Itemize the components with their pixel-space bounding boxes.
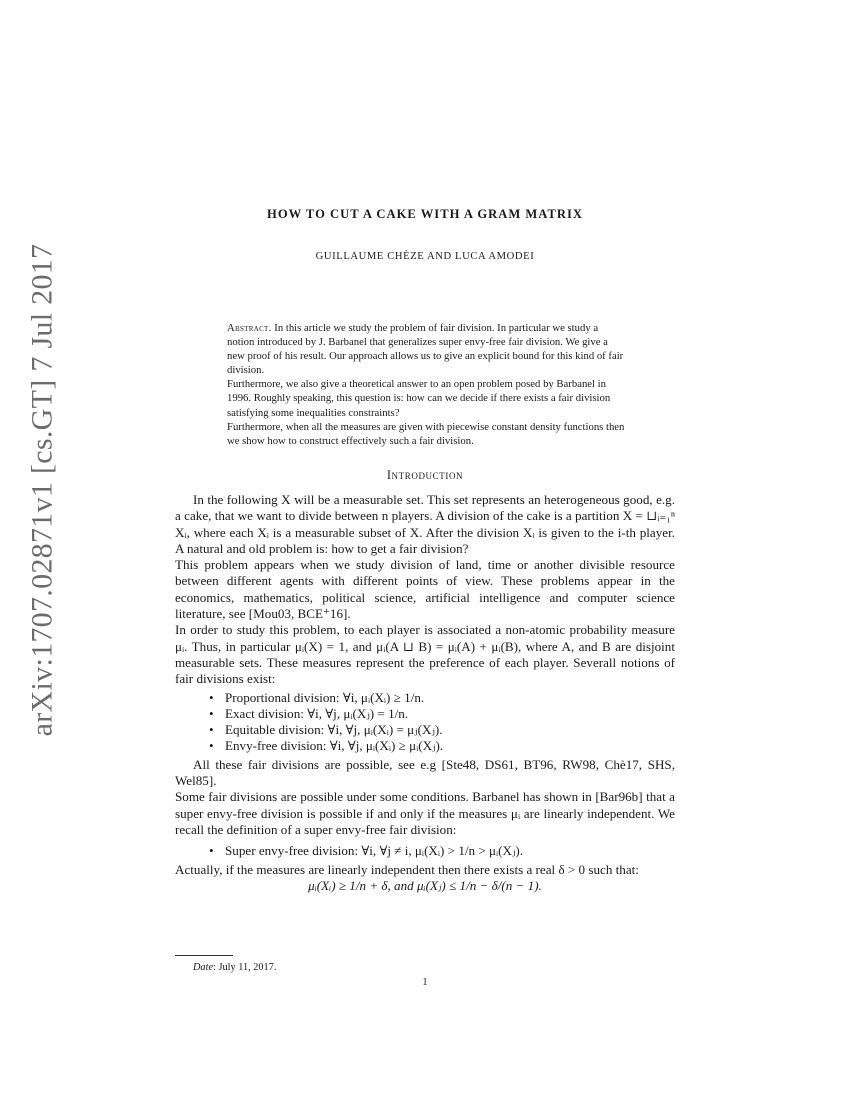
intro-paragraph-2: This problem appears when we study division of land, time or another divisible resource between different agents with different points of view. These problems appear in the economics, mathematics, political science, artificial intelligence and computer science literature, see [Mou03, BCE⁺16].	[175, 557, 675, 622]
list-item: • Proportional division: ∀i, μᵢ(Xᵢ) ≥ 1/n.	[175, 690, 675, 706]
section-heading-introduction: Introduction	[386, 468, 464, 482]
page-number: 1	[422, 977, 428, 988]
abstract-paragraph-1: In this article we study the problem of fair division. In particular we study a notion introduced by J. Barbanel that generalizes super envy-free fair division. We give a new proof of his result. Our approach allows us to give an explicit bound for this kind of fair division.	[227, 322, 624, 377]
intro-paragraph-4: All these fair divisions are possible, see e.g [Ste48, DS61, BT96, RW98, Chè17, SHS, Wel85].	[175, 756, 675, 789]
list-item: • Equitable division: ∀i, ∀j, μᵢ(Xᵢ) = μⱼ(Xⱼ).	[175, 722, 675, 738]
list-item: • Envy-free division: ∀i, ∀j, μᵢ(Xᵢ) ≥ μᵢ(Xⱼ).	[175, 738, 675, 754]
intro-paragraph-5: Some fair divisions are possible under some conditions. Barbanel has shown in [Bar96b] that a super envy-free division is possible if and only if the measures μᵢ are linearly independent. We recall the definition of a super envy-free fair division:	[175, 789, 675, 837]
intro-paragraph-1: In the following X will be a measurable set. This set represents an heterogeneous good, e.g. a cake, that we want to divide between n players. A division of the cake is a partition X = ⊔ᵢ₌₁ⁿ Xᵢ, where each Xᵢ is a measurable subset of X. After the division Xᵢ is given to the i-th player. A natural and old problem is: how to get a fair division?	[175, 492, 675, 556]
footnote-rule	[175, 955, 233, 956]
footnote-label: Date	[193, 962, 214, 973]
footnote-date	[193, 962, 276, 973]
display-equation: μᵢ(Xᵢ) ≥ 1/n + δ, and μᵢ(Xⱼ) ≤ 1/n − δ/(n − 1).	[308, 877, 542, 893]
abstract-label: Abstract.	[227, 322, 272, 334]
intro-paragraph-3: In order to study this problem, to each player is associated a non-atomic probability measure μᵢ. Thus, in particular μᵢ(X) = 1, and μᵢ(A ⊔ B) = μᵢ(A) + μᵢ(B), where A, and B are disjoint measurable sets. These measures represent the preference of each player. Severall notions of fair divisions exist:	[175, 622, 675, 687]
abstract-paragraph-3: Furthermore, when all the measures are given with piecewise constant density functions then we show how to construct effectively such a fair division.	[227, 420, 625, 447]
arxiv-identifier: arXiv:1707.02871v1 [cs.GT] 7 Jul 2017	[25, 243, 58, 737]
abstract	[227, 321, 625, 448]
list-item: • Super envy-free division: ∀i, ∀j ≠ i, μᵢ(Xᵢ) > 1/n > μᵢ(Xⱼ).	[175, 843, 675, 859]
fair-division-list	[175, 690, 675, 755]
list-item: • Exact division: ∀i, ∀j, μᵢ(Xⱼ) = 1/n.	[175, 706, 675, 722]
arxiv-sidebar-stamp	[20, 243, 64, 737]
super-envy-free-list	[175, 843, 675, 859]
paper-authors: GUILLAUME CHÈZE AND LUCA AMODEI	[315, 251, 535, 262]
intro-paragraph-6: Actually, if the measures are linearly independent then there exists a real δ > 0 such that:	[175, 861, 639, 877]
abstract-paragraph-2: Furthermore, we also give a theoretical answer to an open problem posed by Barbanel in 1996. Roughly speaking, this question is: how can we decide if there exists a fair division satisfying some inequalities constraints?	[227, 378, 611, 419]
paper-title: HOW TO CUT A CAKE WITH A GRAM MATRIX	[267, 207, 583, 221]
footnote-text: : July 11, 2017.	[213, 962, 277, 973]
introduction-body	[175, 492, 675, 894]
